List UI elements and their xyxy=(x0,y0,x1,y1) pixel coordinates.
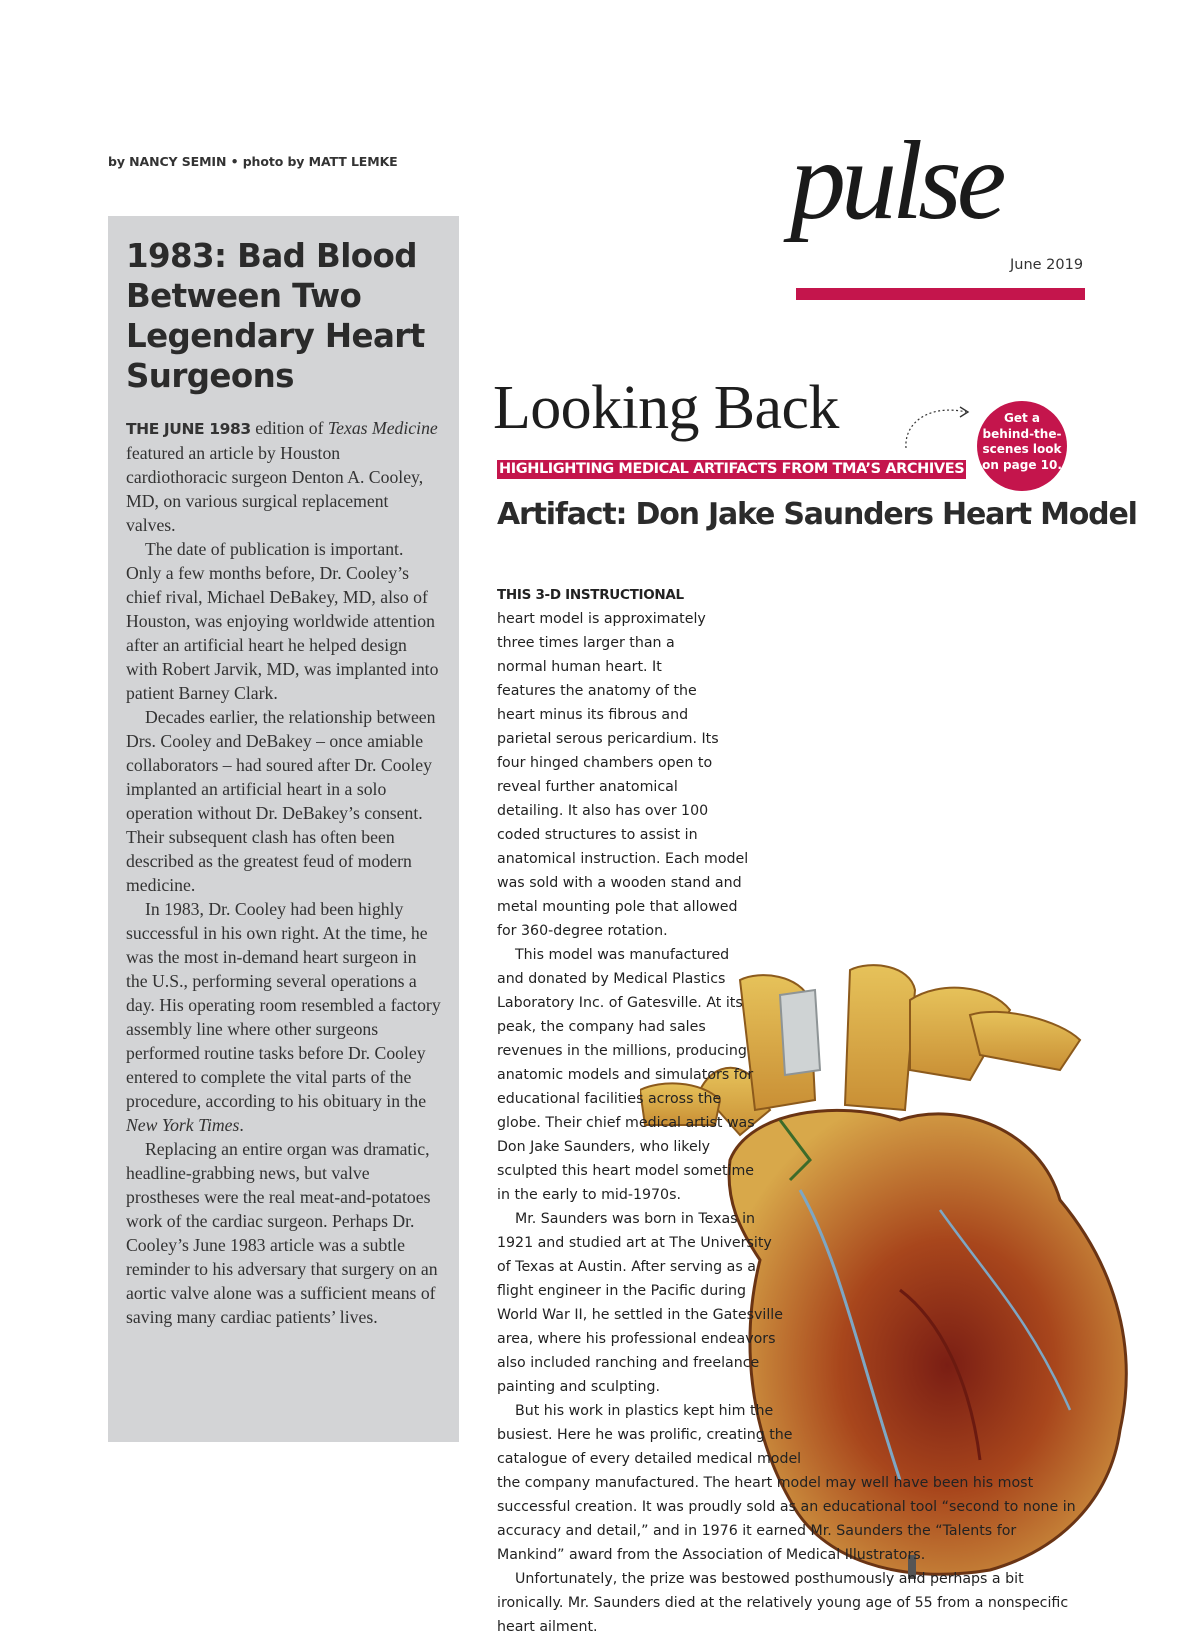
sidebar-text: . xyxy=(239,1115,244,1135)
sidebar-paragraph xyxy=(126,416,441,537)
section-subtitle: HIGHLIGHTING MEDICAL ARTIFACTS FROM TMA’S ARCHIVES xyxy=(499,461,965,477)
publication-title: New York Times xyxy=(126,1115,240,1135)
callout-line: behind-the- xyxy=(982,426,1062,441)
article-text: heart model is approximately three times larger than a normal human heart. It features the anatomy of the heart minus its fibrous and parietal serous pericardium. Its four hinged chambers open to reveal further anatomical detailing. It also has over 100 coded structures to assist in anatomical instruction. Each model was sold with a wooden stand and metal mounting pole that allowed for 360-degree rotation. xyxy=(497,611,749,939)
byline: by NANCY SEMIN • photo by MATT LEMKE xyxy=(108,154,398,169)
issue-date: June 2019 xyxy=(1010,257,1084,273)
callout-line: Get a xyxy=(1004,411,1040,425)
article-paragraph: Unfortunately, the prize was bestowed posthumously and perhaps a bit ironically. Mr. Saunders died at the relatively young age of 55 from a nonspecific heart ailment. xyxy=(497,1571,1069,1635)
article-lead-in: THIS 3-D INSTRUCTIONAL xyxy=(497,587,684,603)
masthead-rule xyxy=(796,288,1085,300)
article-paragraph: This model was manufactured and donated by Medical Plastics Laboratory Inc. of Gatesville. At its peak, the company had sales revenues in the millions, producing anatomic models and simulators for educational facilities across the globe. Their chief medical artist was Don Jake Saunders, who likely sculpted this heart model sometime in the early to mid-1970s. xyxy=(497,947,755,1203)
sidebar-paragraph xyxy=(126,897,441,1137)
callout-line: on page 10. xyxy=(982,457,1062,472)
sidebar-body xyxy=(126,416,441,1329)
sidebar-paragraph: The date of publication is important. Only a few months before, Dr. Cooley’s chief rival, Michael DeBakey, MD, also of Houston, was enjoying worldwide attention after an artificial heart he helped design with Robert Jarvik, MD, was implanted into patient Barney Clark. xyxy=(126,539,439,703)
sidebar-title: 1983: Bad Blood Between Two Legendary Heart Surgeons xyxy=(126,237,425,395)
image-wrap-spacer xyxy=(715,948,1085,1448)
callout-line: scenes look xyxy=(982,442,1062,456)
sidebar-lead-in: THE JUNE 1983 xyxy=(126,420,251,438)
callout-arrow-icon xyxy=(900,402,980,452)
masthead-logo: pulse xyxy=(790,119,1002,243)
article-body xyxy=(497,583,1085,1639)
sidebar-text: featured an article by Houston cardiothoracic surgeon Denton A. Cooley, MD, on various surgical replacement valves. xyxy=(126,443,424,535)
sidebar-text: edition of xyxy=(250,418,328,438)
article-paragraph: But his work in plastics kept him the busiest. Here he was prolific, creating the catalogue of every detailed medical model the company manufactured. The heart model may well have been his most successful creation. It was proudly sold as an educational tool “second to none in accuracy and detail,” and in 1976 it earned Mr. Saunders the “Talents for Mankind” award from the Association of Medical Illustrators. xyxy=(497,1403,1076,1563)
sidebar-paragraph: Decades earlier, the relationship between Drs. Cooley and DeBakey – once amiable collaborators – had soured after Dr. Cooley implanted an artificial heart in a solo operation without Dr. DeBakey’s consent. Their subsequent clash has often been described as the greatest feud of modern medicine. xyxy=(126,707,436,895)
sidebar-paragraph: Replacing an entire organ was dramatic, headline-grabbing news, but valve prostheses were the real meat-and-potatoes work of the cardiac surgeon. Perhaps Dr. Cooley’s June 1983 article was a subtle reminder to his adversary that surgery on an aortic valve alone was a sufficient means of saving many cardiac patients’ lives. xyxy=(126,1139,438,1327)
sidebar-text: In 1983, Dr. Cooley had been highly successful in his own right. At the time, he was the most in-demand heart surgeon in the U.S., performing several operations a day. His operating room resembled a factory assembly line where other surgeons performed routine tasks before Dr. Cooley entered to complete the vital parts of the procedure, according to his obituary in the xyxy=(126,899,441,1111)
callout-badge[interactable] xyxy=(977,401,1067,491)
article-paragraph: Mr. Saunders was born in Texas in 1921 and studied art at The University of Texas at Austin. After serving as a flight engineer in the Pacific during World War II, he settled in the Gatesville area, where his professional endeavors also included ranching and freelance painting and sculpting. xyxy=(497,1211,783,1395)
publication-title: Texas Medicine xyxy=(327,418,438,438)
article-paragraph xyxy=(497,583,1085,943)
article-title: Artifact: Don Jake Saunders Heart Model xyxy=(497,497,1137,532)
section-title: Looking Back xyxy=(493,374,839,442)
sidebar xyxy=(108,216,459,1442)
